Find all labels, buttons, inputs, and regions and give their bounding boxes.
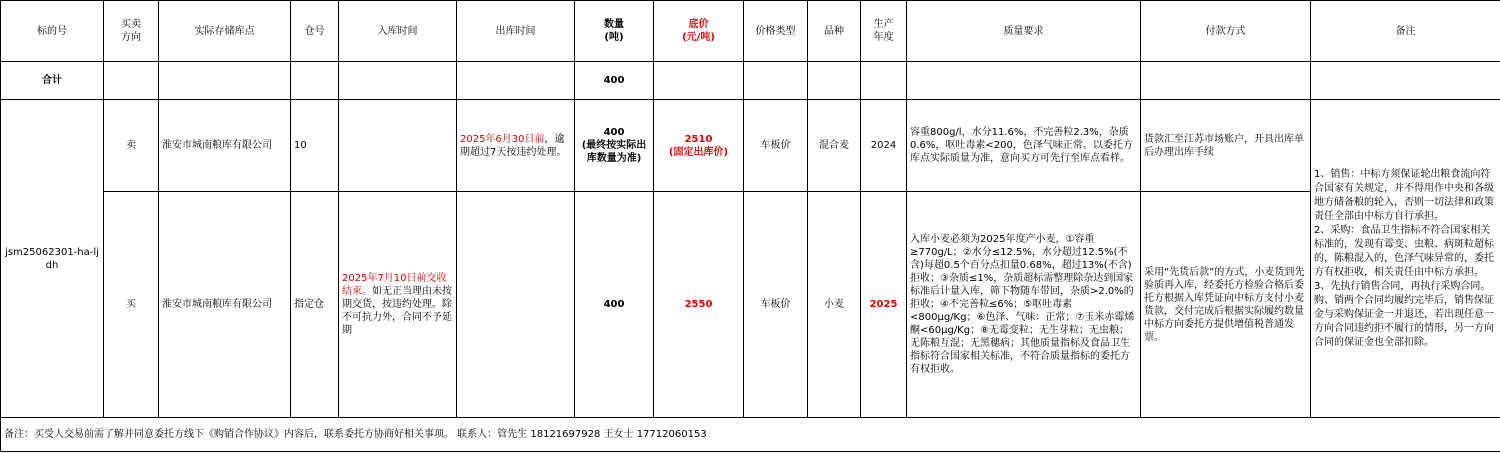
header-out-time: 出库时间 (457, 1, 575, 62)
header-price-type: 价格类型 (744, 1, 808, 62)
direction-sell: 卖 (104, 100, 159, 192)
warehouse-no: 指定仓 (291, 192, 339, 418)
header-base-price: 底价 (元/吨) (654, 1, 744, 62)
variety: 小麦 (808, 192, 861, 418)
header-warehouse: 仓号 (291, 1, 339, 62)
in-terms: 如无正当理由未按期交货，按违约处理。除不可抗力外，合同不予延期 (342, 286, 452, 336)
table-row (1, 192, 1500, 418)
header-in-time: 入库时间 (339, 1, 457, 62)
header-storage: 实际存储库点 (159, 1, 291, 62)
header-remark: 备注 (1311, 1, 1500, 62)
header-payment: 付款方式 (1141, 1, 1311, 62)
variety: 混合麦 (808, 100, 861, 192)
header-quantity: 数量 (吨) (575, 1, 654, 62)
in-time (339, 100, 457, 192)
header-prod-year: 生产 年度 (861, 1, 907, 62)
quantity: 400 (最终按实际出库数量为准) (575, 100, 654, 192)
header-variety: 品种 (808, 1, 861, 62)
out-deadline: 2025年6月30日前 (460, 133, 545, 145)
lot-number: jsm25062301-ha-ljdh (1, 100, 104, 418)
in-time (339, 192, 457, 418)
storage-point: 淮安市城南粮库有限公司 (159, 192, 291, 418)
prod-year: 2024 (861, 100, 907, 192)
base-price: 2550 (654, 192, 744, 418)
prod-year: 2025 (861, 192, 907, 418)
out-time (457, 100, 575, 192)
table-row (1, 100, 1500, 192)
total-quantity: 400 (575, 62, 654, 100)
in-deadline: 2025年7月10日前交收结束。 (342, 273, 447, 297)
quantity: 400 (575, 192, 654, 418)
total-label: 合计 (1, 62, 104, 100)
warehouse-no: 10 (291, 100, 339, 192)
out-time (457, 192, 575, 418)
direction-buy: 买 (104, 192, 159, 418)
header-row (1, 1, 1500, 62)
footer-note: 备注：买受人交易前需了解并同意委托方线下《购销合作协议》内容后，联系委托方协商好相关事项。 联系人：管先生 18121697928 王女士 17712060153 (1, 418, 1500, 452)
header-direction: 买卖 方向 (104, 1, 159, 62)
storage-point: 淮安市城南粮库有限公司 (159, 100, 291, 192)
total-row (1, 62, 1500, 100)
payment-method: 采用“先货后款”的方式，小麦货到先验质再入库，经委托方检验合格后委托方根据入库凭证向中标方支付小麦货款，交付完成后根据实际履约数量中标方向委托方提供增值税普通发票。 (1141, 192, 1311, 418)
quality-requirements: 入库小麦必须为2025年度产小麦，①容重≥770g/L；②水分≤12.5%，水分超过12.5%(不含)每超0.5个百分点扣量0.68%，超过13%(不含)拒收；③杂质≤1%，杂质超标需整理除杂达到国家标准后计量入库，筛下物随车带回，杂质>2.0%的拒收；④不完善粒≤6%；⑤呕吐毒素<800μg/Kg；⑥色泽、气味：正常；⑦玉米赤霉烯酮<60μg/Kg；⑧无霉变粒；无生芽粒；无虫粮；无陈粮互混；无黑穗病；其他质量指标及食品卫生指标符合国家相关标准，不符合质量指标的委托方有权拒收。 (907, 192, 1141, 418)
remark: 1、销售：中标方须保证轮出粮食流向符合国家有关规定，并不得用作中央和各级地方储备粮的轮入，否则一切法律和政策责任全部由中标方自行承担。 2、采购：食品卫生指标不符合国家相关标准的，发现有霉变、虫粮、病斑粒超标的，陈粮混入的，色泽气味异常的，委托方有权拒收，相关责任由中标方承担。 3、先执行销售合同，再执行采购合同。购、销两个合同均履约完毕后，销售保证金与采购保证金一并退还，若出现任意一方向合同违约拒不履行的情形，另一方向合同的保证金也全部扣除。 (1311, 100, 1500, 418)
price-type: 车板价 (744, 100, 808, 192)
out-terms: ，逾期超过7天按违约处理。 (460, 133, 567, 158)
header-lot-no: 标的号 (1, 1, 104, 62)
payment-method: 货款汇至江苏市场账户，开具出库单后办理出库手续 (1141, 100, 1311, 192)
quality-requirements: 容重800g/l，水分11.6%，不完善粒2.3%，杂质0.6%，呕吐毒素<200，色泽气味正常。以委托方库点实际质量为准，意向买方可先行至库点看样。 (907, 100, 1141, 192)
base-price: 2510 (固定出库价) (654, 100, 744, 192)
footer-row (1, 418, 1500, 452)
header-quality: 质量要求 (907, 1, 1141, 62)
price-type: 车板价 (744, 192, 808, 418)
